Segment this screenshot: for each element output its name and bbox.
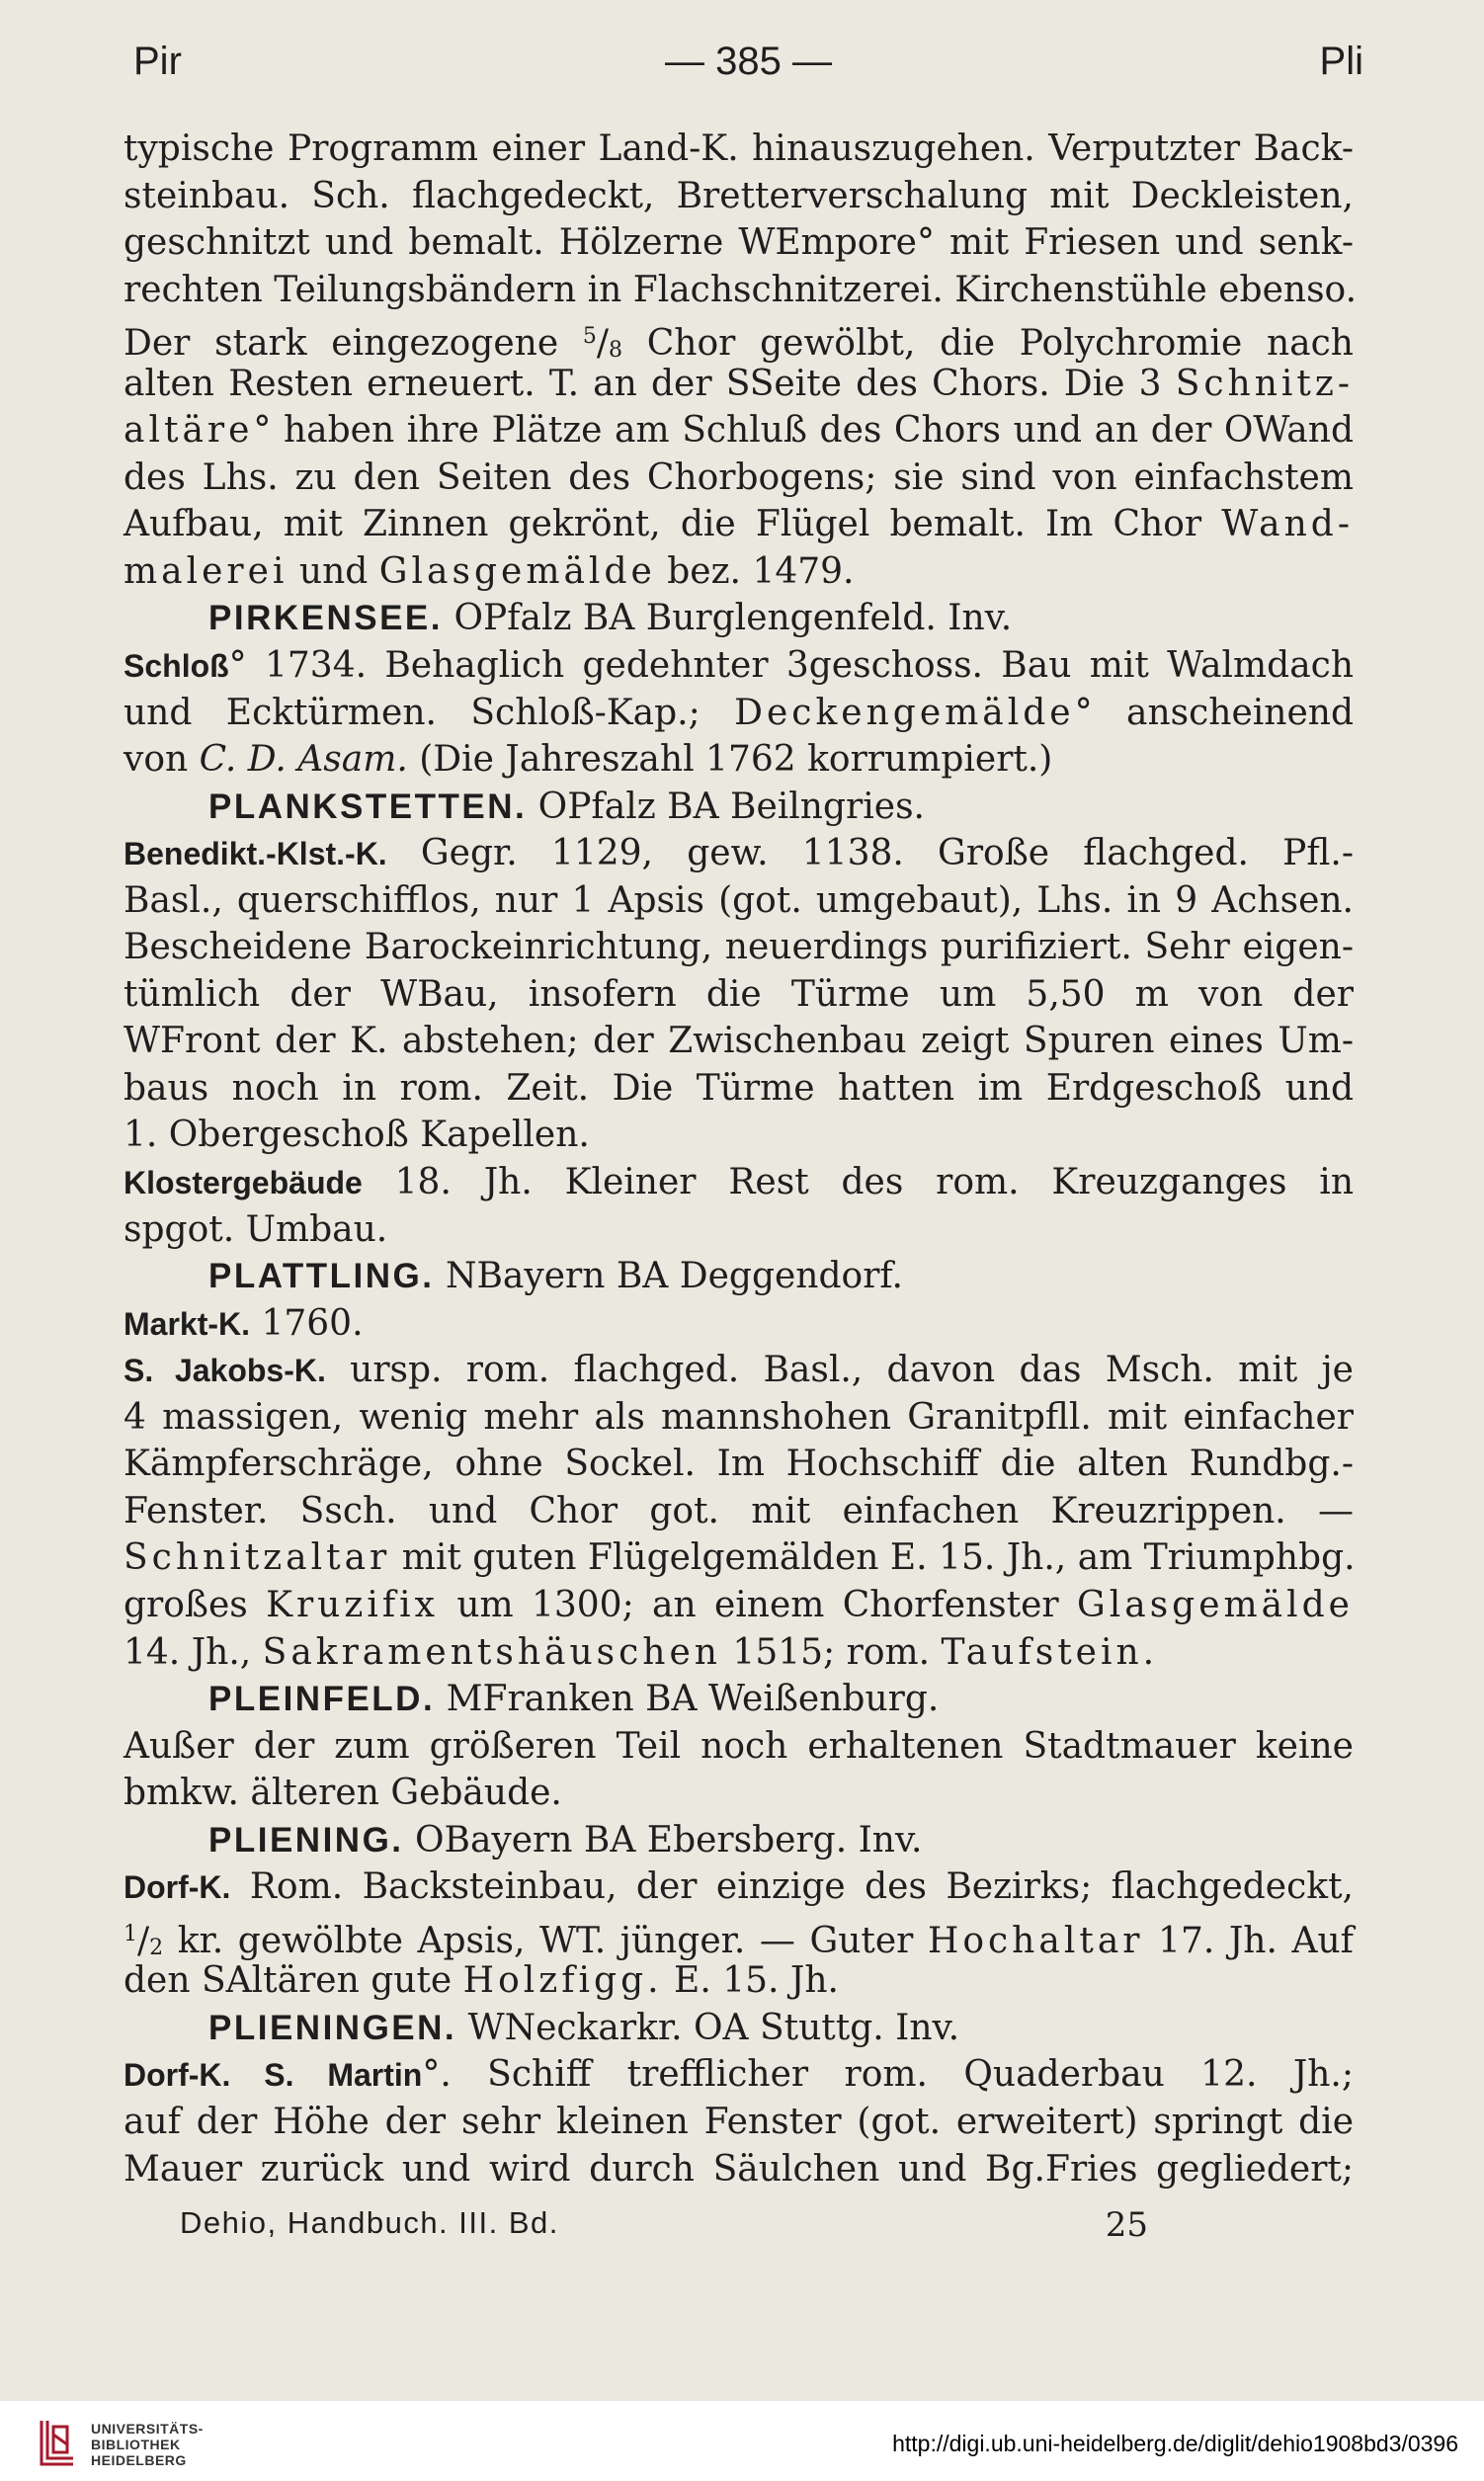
text-line [124, 267, 1358, 314]
text-line [124, 219, 1354, 267]
text-run: den SAltären gute [124, 1960, 463, 2002]
text-run: 18. Jh. Kleiner Rest des rom. Kreuzganges in [362, 1162, 1354, 1203]
text-line [124, 1206, 1354, 1254]
text-line [124, 1723, 1354, 1771]
text-run: / [596, 323, 610, 365]
text-line [124, 1957, 1354, 2005]
text-run: Rom. Backsteinbau, der einzige des Bezirks; flachgedeckt, [230, 1866, 1354, 1908]
spaced-emphasis: Sakramentshäuschen [262, 1631, 721, 1673]
text-line [124, 1911, 1354, 1961]
text-line [124, 1112, 1354, 1159]
place-heading: PLANKSTETTEN. [208, 786, 528, 826]
text-run: von [124, 739, 200, 781]
text-run: großes [124, 1584, 267, 1625]
text-run: mit guten Flügelgemälden E. 15. Jh., am Triumphbg. [390, 1537, 1356, 1579]
text-run: typische Programm einer Land-K. hinauszugehen. Verputzter Back- [124, 128, 1354, 169]
text-run: (Die Jahreszahl 1762 korrumpiert.) [407, 739, 1053, 781]
text-run: WNeckarkr. OA Stuttg. Inv. [456, 2007, 960, 2048]
fraction-numerator: 1 [124, 1921, 137, 1946]
text-line [124, 642, 1354, 690]
text-run: NBayern BA Deggendorf. [434, 1256, 903, 1297]
text-line [124, 1863, 1354, 1911]
text-line [124, 173, 1354, 220]
text-run: Chor gewölbt, die Polychromie nach [622, 323, 1354, 365]
fraction-denominator: 2 [149, 1935, 164, 1960]
text-run: ursp. rom. flachged. Basl., davon das Msch. mit je [325, 1350, 1354, 1391]
page-footer [180, 2205, 1148, 2255]
text-line [124, 1159, 1354, 1206]
text-run: ° anscheinend [1074, 692, 1354, 733]
text-line [124, 595, 1354, 642]
text-run: tümlich der WBau, insofern die Türme um 5,50 m von der [124, 973, 1354, 1015]
text-run: steinbau. Sch. flachgedeckt, Bretterverschalung mit Deckleisten, [124, 175, 1354, 216]
building-label: Klostergebäude [124, 1165, 363, 1201]
text-line [124, 784, 1354, 831]
text-line [124, 1629, 1354, 1677]
text-line [124, 313, 1354, 365]
text-line [124, 2051, 1354, 2099]
text-run: Kämpferschräge, ohne Sockel. Im Hochschiff die alten Rundbg.- [124, 1444, 1354, 1485]
signature-mark: 25 [1105, 2205, 1148, 2245]
text-line [124, 1394, 1354, 1442]
library-footer-bar [0, 2401, 1484, 2481]
text-line [124, 2099, 1354, 2146]
text-line [124, 2146, 1354, 2193]
heidelberg-library-logo-icon [38, 2417, 77, 2468]
spaced-emphasis: malerei [124, 550, 289, 592]
text-run: Gegr. 1129, gew. 1138. Große flachged. Pfl.- [386, 833, 1354, 874]
text-line [124, 1534, 1354, 1582]
spaced-emphasis: altäre [124, 410, 254, 452]
place-heading: PLATTLING. [208, 1257, 435, 1296]
header-left-keyword: Pir [133, 40, 182, 83]
text-run: und [288, 550, 379, 592]
place-heading: PIRKENSEE. [208, 599, 443, 638]
text-run: Mauer zurück und wird durch Säulchen und Bg.Fries gegliedert; [124, 2148, 1354, 2190]
text-run: OPfalz BA Burglengenfeld. Inv. [443, 598, 1013, 639]
text-line [124, 407, 1354, 455]
spaced-emphasis: Schnitz- [1175, 363, 1354, 404]
place-heading: PLIENING. [208, 1820, 404, 1860]
text-run: um 1300; an einem Chorfenster [439, 1584, 1077, 1625]
text-line [124, 1488, 1354, 1535]
text-line [124, 1441, 1354, 1488]
text-run: ° haben ihre Plätze am Schluß des Chors und an der OWand [253, 410, 1354, 452]
library-name [91, 2421, 204, 2468]
library-name-line: BIBLIOTHEK [91, 2437, 181, 2452]
text-run: Basl., querschifflos, nur 1 Apsis (got. umgebaut), Lhs. in 9 Achsen. [124, 879, 1354, 921]
text-line [124, 125, 1354, 173]
text-run: spgot. Umbau. [124, 1208, 388, 1250]
text-run: °. Schiff trefflicher rom. Quaderbau 12. Jh.; [422, 2054, 1355, 2096]
source-url-link[interactable]: http://digi.ub.uni-heidelberg.de/diglit/dehio1908bd3/0396 [892, 2431, 1458, 2456]
text-run: 1760. [250, 1302, 364, 1344]
text-line [124, 1347, 1354, 1394]
text-run: rechten Teilungsbändern in Flachschnitzerei. Kirchenstühle ebenso. [124, 269, 1358, 310]
building-label: Benedikt.-Klst.-K. [124, 836, 387, 872]
spaced-emphasis: Kruzifix [266, 1584, 439, 1625]
building-label: Schloß [124, 648, 229, 685]
italic-name: C. D. Asam. [199, 739, 408, 781]
text-line [124, 830, 1354, 877]
library-name-line: UNIVERSITÄTS- [91, 2421, 204, 2437]
text-line [124, 361, 1354, 408]
place-heading: PLEINFELD. [208, 1680, 436, 1719]
text-run: E. 15. Jh. [662, 1960, 839, 2002]
text-line [124, 1582, 1354, 1629]
text-line [124, 548, 1354, 596]
fraction-denominator: 8 [609, 338, 623, 364]
spaced-emphasis: Holzfigg. [462, 1960, 663, 2002]
header-right-keyword: Pli [1319, 40, 1363, 83]
text-run: 17. Jh. Auf [1143, 1920, 1354, 1961]
text-run: OPfalz BA Beilngries. [527, 786, 925, 827]
text-line [124, 1817, 1354, 1864]
text-line [124, 1300, 1354, 1348]
text-run: MFranken BA Weißenburg. [435, 1679, 940, 1720]
text-run: Bescheidene Barockeinrichtung, neuerdings purifiziert. Sehr eigen- [124, 927, 1354, 968]
text-run: Aufbau, mit Zinnen gekrönt, die Flügel bemalt. Im Chor [124, 504, 1222, 545]
page-number: — 385 — [665, 40, 832, 83]
text-line [124, 455, 1354, 502]
text-line [124, 924, 1354, 971]
place-heading: PLIENINGEN. [208, 2008, 457, 2047]
text-run: / [137, 1920, 150, 1961]
spaced-emphasis: Deckengemälde [734, 692, 1075, 733]
page-body-text [124, 125, 1358, 2192]
text-line [124, 501, 1354, 548]
text-run: Außer der zum größeren Teil noch erhaltenen Stadtmauer keine [124, 1725, 1354, 1767]
text-run: geschnitzt und bemalt. Hölzerne WEmpore° mit Friesen und senk- [124, 222, 1354, 264]
text-run: Fenster. Ssch. und Chor got. mit einfachen Kreuzrippen. — [124, 1490, 1354, 1531]
building-label: Dorf-K. [124, 1869, 231, 1906]
text-run: 14. Jh., [124, 1631, 263, 1673]
text-run: und Ecktürmen. Schloß-Kap.; [124, 692, 735, 733]
text-run: ° 1734. Behaglich gedehnter 3geschoss. Bau mit Walmdach [228, 645, 1354, 687]
text-line [124, 2005, 1354, 2052]
building-label: S. Jakobs-K. [124, 1353, 326, 1389]
spaced-emphasis: Taufstein. [941, 1631, 1159, 1673]
text-line [124, 877, 1354, 925]
text-run: Der stark eingezogene [124, 323, 583, 365]
spaced-emphasis: Schnitzaltar [124, 1537, 391, 1579]
building-label: Dorf-K. S. Martin [124, 2057, 423, 2094]
library-name-line: HEIDELBERG [91, 2452, 187, 2468]
spaced-emphasis: Hochaltar [927, 1920, 1144, 1961]
building-label: Markt-K. [124, 1305, 251, 1342]
text-line [124, 1065, 1354, 1113]
text-run: kr. gewölbte Apsis, WT. jünger. — Guter [163, 1920, 928, 1961]
fraction-numerator: 5 [582, 324, 597, 350]
text-run: bez. 1479. [655, 550, 855, 592]
text-run: WFront der K. abstehen; der Zwischenbau zeigt Spuren eines Um- [124, 1021, 1354, 1062]
spaced-emphasis: Wand- [1221, 504, 1354, 545]
text-line [124, 971, 1354, 1019]
spaced-emphasis: Glasgemälde [378, 550, 656, 592]
text-run: auf der Höhe der sehr kleinen Fenster (got. erweitert) springt die [124, 2101, 1354, 2142]
text-run: OBayern BA Ebersberg. Inv. [403, 1819, 923, 1861]
spaced-emphasis: Glasgemälde [1076, 1584, 1354, 1625]
text-line [124, 1253, 1354, 1300]
text-line [124, 1018, 1354, 1065]
text-run: bmkw. älteren Gebäude. [124, 1773, 562, 1814]
text-line [124, 1770, 1354, 1817]
text-line [124, 1676, 1354, 1723]
text-run: 1515; rom. [720, 1631, 942, 1673]
text-run: 4 massigen, wenig mehr als mannshohen Granitpfll. mit einfacher [124, 1396, 1354, 1438]
signature-line: Dehio, Handbuch. III. Bd. [180, 2205, 559, 2240]
text-run: des Lhs. zu den Seiten des Chorbogens; sie sind von einfachstem [124, 456, 1354, 498]
running-header [133, 40, 1363, 99]
text-line [124, 690, 1354, 737]
text-run: baus noch in rom. Zeit. Die Türme hatten im Erdgeschoß und [124, 1067, 1354, 1109]
text-run: alten Resten erneuert. T. an der SSeite des Chors. Die 3 [124, 363, 1176, 404]
text-run: 1. Obergeschoß Kapellen. [124, 1115, 590, 1156]
text-line [124, 736, 1354, 784]
